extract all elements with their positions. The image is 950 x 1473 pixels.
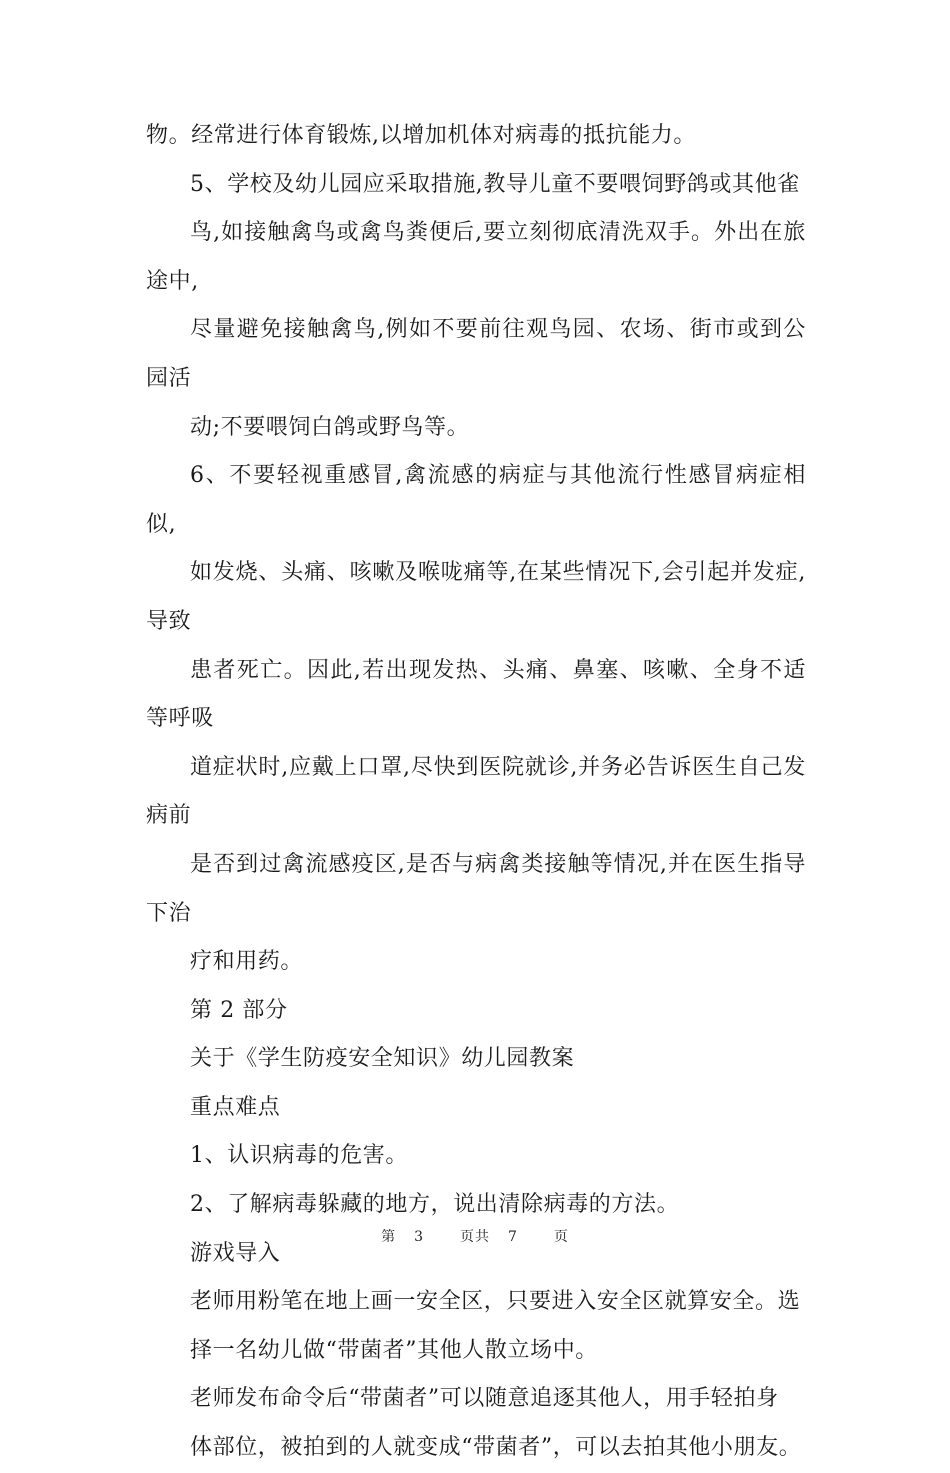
text-line: 老师发布命令后“带菌者”可以随意追逐其他人，用手轻拍身 bbox=[190, 1386, 779, 1412]
paragraph bbox=[146, 1132, 806, 1181]
text-line: 道症状时,应戴上口罩,尽快到医院就诊,并务必告诉医生自己发病前 bbox=[146, 754, 806, 829]
text-line: 重点难点 bbox=[190, 1094, 281, 1120]
text-line: 患者死亡。因此,若出现发热、头痛、鼻塞、咳嗽、全身不适等呼吸 bbox=[146, 657, 806, 732]
paragraph bbox=[146, 161, 806, 453]
text-line: 游戏导入 bbox=[190, 1240, 281, 1266]
footer-prefix: 第 bbox=[381, 1229, 397, 1245]
text-line: 尽量避免接触禽鸟,例如不要前往观鸟园、农场、街市或到公园活 bbox=[146, 317, 806, 391]
text-line: 择一名幼儿做“带菌者”其他人散立场中。 bbox=[190, 1337, 598, 1363]
text-line: 6、不要轻视重感冒,禽流感的病症与其他流行性感冒病症相似, bbox=[146, 463, 806, 537]
text-line: 物。经常进行体育锻炼,以增加机体对病毒的抵抗能力。 bbox=[146, 123, 696, 148]
footer-current-page: 3 bbox=[414, 1229, 424, 1245]
text-line: 是否到过禽流感疫区,是否与病禽类接触等情况,并在医生指导下治 bbox=[146, 851, 806, 926]
text-line: 5、学校及幼儿园应采取措施,教导儿童不要喂饲野鸽或其他雀 bbox=[190, 171, 800, 197]
footer-middle: 页共 bbox=[460, 1229, 490, 1245]
text-line: 鸟,如接触禽鸟或禽鸟粪便后,要立刻彻底清洗双手。外出在旅途中, bbox=[146, 220, 806, 294]
paragraph bbox=[146, 1084, 806, 1133]
paragraph bbox=[146, 1278, 806, 1375]
text-line: 关于《学生防疫安全知识》幼儿园教案 bbox=[190, 1046, 575, 1072]
paragraph bbox=[146, 452, 806, 987]
text-line: 2、了解病毒躲藏的地方，说出清除病毒的方法。 bbox=[190, 1192, 680, 1218]
text-line: 如发烧、头痛、咳嗽及喉咙痛等,在某些情况下,会引起并发症,导致 bbox=[146, 560, 806, 634]
text-line: 第 2 部分 bbox=[190, 997, 288, 1023]
text-line: 动;不要喂饲白鸽或野鸟等。 bbox=[190, 414, 470, 440]
text-line: 1、认识病毒的危害。 bbox=[190, 1143, 408, 1169]
text-line: 疗和用药。 bbox=[190, 949, 304, 975]
page-footer bbox=[0, 1226, 950, 1246]
footer-total-pages: 7 bbox=[508, 1229, 518, 1245]
text-line: 老师用粉笔在地上画一安全区，只要进入安全区就算安全。选 bbox=[190, 1289, 801, 1315]
paragraph bbox=[146, 112, 806, 161]
document-body bbox=[146, 112, 806, 1473]
paragraph bbox=[146, 987, 806, 1036]
paragraph bbox=[146, 1181, 806, 1230]
paragraph bbox=[146, 1375, 806, 1472]
paragraph bbox=[146, 1035, 806, 1084]
footer-suffix: 页 bbox=[553, 1229, 569, 1245]
text-line: 体部位，被拍到的人就变成“带菌者”，可以去拍其他小朋友。 bbox=[190, 1435, 802, 1461]
